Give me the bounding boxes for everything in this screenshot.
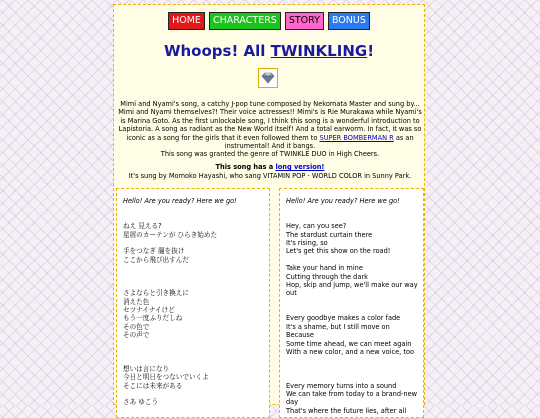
lyric-line: day (286, 398, 299, 407)
description-genre: This song was granted the genre of TWINKLE DUO in High Cheers. (160, 150, 380, 159)
lyric-line: The stardust curtain there (286, 230, 373, 239)
lyric-line: Let's get this show on the road! (286, 247, 391, 256)
lyric-line (286, 214, 417, 222)
lyric-line: 想いは言になり (123, 364, 170, 373)
lyric-line: そこには未来がある (123, 381, 183, 390)
song-description (118, 100, 422, 159)
nav-story-button[interactable]: STORY (285, 12, 324, 30)
lyric-line: out (286, 289, 297, 298)
lyric-line (123, 264, 263, 272)
lyric-line: Hop, skip and jump, we'll make our way (286, 280, 418, 289)
lyric-line (123, 390, 263, 398)
nav-bar (114, 12, 424, 30)
lyric-line (286, 306, 417, 314)
lyric-line: We can take from today to a brand-new (286, 389, 418, 398)
lyric-line (123, 205, 263, 213)
nav-characters-button[interactable]: CHARACTERS (209, 12, 281, 30)
lyric-line (286, 298, 417, 306)
lyric-line (286, 373, 417, 381)
title-suffix: ! (367, 42, 375, 60)
lyric-line: Every goodbye makes a color fade (286, 314, 401, 323)
super-bomberman-link[interactable]: SUPER BOMBERMAN R (319, 133, 394, 142)
lyric-line: With a new color, and a new voice, too (286, 348, 415, 357)
lyric-line (286, 365, 417, 373)
lyric-line: Hey, can you see? (286, 222, 347, 231)
lyric-line: セツナイナイけど (123, 306, 175, 315)
lyric-line (123, 273, 263, 281)
description-text: Mimi and Nyami's song, a catchy J-pop tune composed by Nekomata Master and sung by... Mimi and Nyami themselves?! Their voice actresses!! Mimi's is Rie Murakawa while Nyami's is Marina Goto. As the first unlockable song, I think this song is a wonderful introduction to Lapistoria. A song as radiant as the New World itself! And a total earworm. In fact, it was so iconic as a song for the girls that it even followed them to (118, 100, 422, 142)
lyric-line: Every memory turns into a sound (286, 381, 397, 390)
lyric-line: It's a shame, but I still move on (286, 322, 390, 331)
long-version-desc: It's sung by Momoko Hayashi, who sang VITAMIN POP - WORLD COLOR in Sunny Park. (128, 171, 412, 180)
lyric-line: Hello! Are you ready? Here we go! (286, 197, 400, 205)
lyric-line: It's rising, so (286, 238, 328, 247)
lyric-line: もう一度ふりだしね (123, 314, 183, 323)
lyric-line (123, 348, 263, 356)
lyric-line: さよならと引き換えに (123, 289, 189, 298)
lyric-line: さあ ゆこう (123, 398, 159, 407)
long-version-note (118, 163, 422, 180)
lyric-line (286, 205, 417, 213)
lyric-line (123, 340, 263, 348)
lyric-line: Hello! Are you ready? Here we go! (123, 197, 237, 205)
lyric-line (123, 214, 263, 222)
lyric-line: 手をつなぎ 闇を抜け (123, 247, 185, 256)
lyric-line (123, 356, 263, 364)
title-link[interactable]: TWINKLING (270, 42, 368, 60)
lyric-line: That's where the future lies, after all (286, 406, 407, 415)
long-version-link[interactable]: long version! (275, 163, 325, 171)
lyrics-japanese (116, 188, 270, 418)
lyric-line: Cutting through the dark (286, 272, 368, 281)
lyric-line: ここから飛び出すんだ (123, 255, 189, 264)
nav-bonus-button[interactable]: BONUS (328, 12, 370, 30)
lyric-line: Because (286, 331, 314, 340)
lyric-line (286, 356, 417, 364)
lyric-line: その声で (123, 331, 150, 340)
lyric-line: Take your hand in mine (286, 264, 363, 273)
lyric-line: 今日と明日をつないでいくよ (123, 373, 209, 382)
title-prefix: Whoops! All (163, 42, 271, 60)
long-version-prefix: This song has a (215, 163, 276, 171)
lyrics-english (279, 188, 424, 418)
lyric-line: ねえ 見える? (123, 222, 162, 231)
lyric-line (286, 256, 417, 264)
lyric-line: その色で (123, 322, 150, 331)
nav-home-button[interactable]: HOME (168, 12, 205, 30)
gem-icon (258, 68, 278, 88)
lyric-line: Some time ahead, we can meet again (286, 339, 412, 348)
lyric-line: 消えた色 (123, 297, 150, 306)
page-container (113, 4, 425, 415)
description-text-2: as an instrumental! And it bangs. (224, 133, 414, 151)
lyric-line: 星屑のカーテンが ひらき始めた (123, 230, 218, 239)
gem-icon-svg (259, 69, 277, 87)
page-title (114, 42, 424, 60)
